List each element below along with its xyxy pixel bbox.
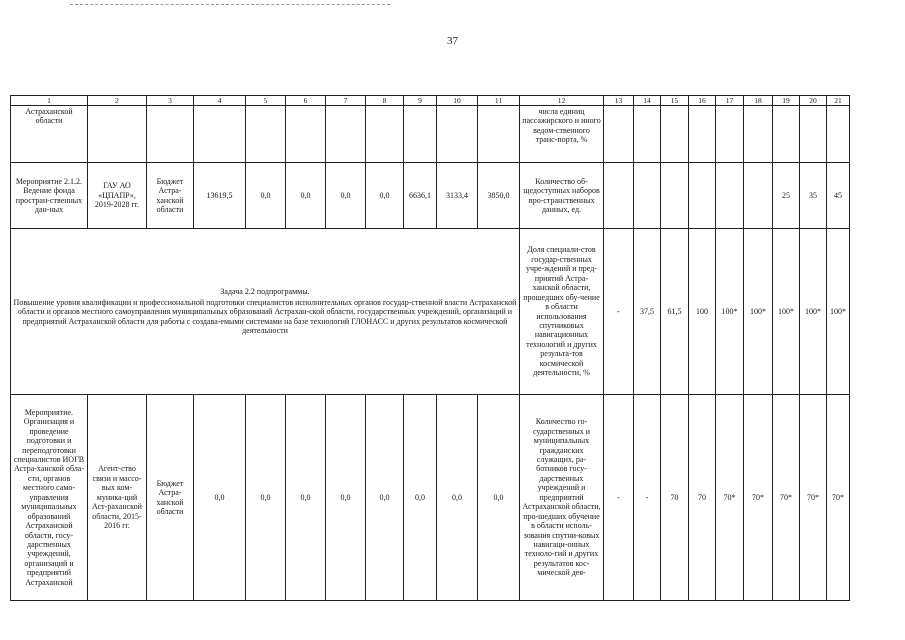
value-cell: 70* xyxy=(744,395,773,601)
value-cell: - xyxy=(604,395,634,601)
value-cell: 70* xyxy=(800,395,827,601)
program-table xyxy=(10,95,850,601)
value-cell: 100* xyxy=(827,229,850,395)
value-cell xyxy=(716,163,744,229)
task-title: Задача 2.2 подпрограммы. xyxy=(220,287,310,297)
value-cell: 6636,1 xyxy=(404,163,437,229)
empty-cell xyxy=(689,106,716,163)
measure-training-row xyxy=(11,395,850,601)
header-cell: 6 xyxy=(286,96,326,106)
value-cell: 0,0 xyxy=(366,395,404,601)
page-number: 37 xyxy=(447,35,458,47)
value-cell xyxy=(604,163,634,229)
value-cell: 37,5 xyxy=(634,229,661,395)
task-description-cell xyxy=(11,229,520,395)
executor-cell: Агент-ство связи и массо-вых ком-муника-ций Аст-раханской области, 2015-2016 гг. xyxy=(88,395,147,601)
empty-cell xyxy=(286,106,326,163)
continuation-row xyxy=(11,106,850,163)
empty-cell xyxy=(194,106,246,163)
value-cell: 70* xyxy=(716,395,744,601)
empty-cell xyxy=(744,106,773,163)
value-cell: 100* xyxy=(744,229,773,395)
indicator-cell: Количество го-сударственных и муниципальных гражданских служащих, ра-ботников госу-дарственных учреждений и предприятий Астраханской области, про-шедших обучение в области исполь-зования спутни-ковых навигаци-онных техноло-гий и других результатов кос-мической дея- xyxy=(520,395,604,601)
header-cell: 7 xyxy=(326,96,366,106)
header-cell: 10 xyxy=(437,96,478,106)
value-cell: 13619,5 xyxy=(194,163,246,229)
task-2-2-row xyxy=(11,229,850,395)
value-cell: 0,0 xyxy=(404,395,437,601)
value-cell: 0,0 xyxy=(478,395,520,601)
empty-cell xyxy=(716,106,744,163)
empty-cell xyxy=(827,106,850,163)
value-cell: 45 xyxy=(827,163,850,229)
header-cell: 18 xyxy=(744,96,773,106)
header-cell: 5 xyxy=(246,96,286,106)
value-cell: 70* xyxy=(827,395,850,601)
empty-cell xyxy=(634,106,661,163)
indicator-cell: Доля специали-стов государ-ственных учре-ждений и пред-приятий Астра-ханской области, прошедших обу-чение в области использования спутниковых навигационных технологий и других результа-тов космической деятельности, % xyxy=(520,229,604,395)
empty-cell xyxy=(437,106,478,163)
task-text: Повышение уровня квалификации и профессиональной подготовки специалистов исполнительных органов государ-ственной власти Астраханской области и органов местного самоуправления муниципальных образований Астрахан-ской области, государственных учреждений, организаций и предприятий Астраханской области для работы с создава-емыми системами на базе технологий ГЛОНАСС и других результатов космической деятельности xyxy=(13,297,517,336)
funding-source-cell: Бюджет Астра-ханской области xyxy=(147,163,194,229)
value-cell: 61,5 xyxy=(661,229,689,395)
measure-name-cell: Мероприятие 2.1.2. Ведение фонда простран-ственных дан-ных xyxy=(11,163,88,229)
column-number-row xyxy=(11,96,850,106)
value-cell: 0,0 xyxy=(246,163,286,229)
empty-cell xyxy=(147,106,194,163)
value-cell: 70 xyxy=(661,395,689,601)
empty-cell xyxy=(661,106,689,163)
value-cell: 100* xyxy=(800,229,827,395)
scan-dash-line xyxy=(70,4,390,5)
empty-cell xyxy=(366,106,404,163)
value-cell: 25 xyxy=(773,163,800,229)
header-cell: 14 xyxy=(634,96,661,106)
value-cell: 0,0 xyxy=(246,395,286,601)
empty-cell xyxy=(326,106,366,163)
value-cell: 0,0 xyxy=(286,395,326,601)
value-cell xyxy=(689,163,716,229)
header-cell: 19 xyxy=(773,96,800,106)
header-cell: 21 xyxy=(827,96,850,106)
value-cell: 0,0 xyxy=(194,395,246,601)
header-cell: 8 xyxy=(366,96,404,106)
value-cell: 3850,0 xyxy=(478,163,520,229)
empty-cell xyxy=(88,106,147,163)
empty-cell xyxy=(604,106,634,163)
header-cell: 15 xyxy=(661,96,689,106)
value-cell xyxy=(744,163,773,229)
value-cell: 100* xyxy=(773,229,800,395)
indicator-cell: числа единиц пассажирского и иного ведом-ственного транс-порта, % xyxy=(520,106,604,163)
value-cell: 100* xyxy=(716,229,744,395)
value-cell xyxy=(661,163,689,229)
value-cell: - xyxy=(604,229,634,395)
value-cell: 0,0 xyxy=(286,163,326,229)
value-cell: 0,0 xyxy=(326,163,366,229)
value-cell: 70* xyxy=(773,395,800,601)
measure-name-cell: Астраханской области xyxy=(11,106,88,163)
empty-cell xyxy=(478,106,520,163)
header-cell: 4 xyxy=(194,96,246,106)
value-cell: 0,0 xyxy=(366,163,404,229)
value-cell xyxy=(634,163,661,229)
value-cell: 70 xyxy=(689,395,716,601)
empty-cell xyxy=(404,106,437,163)
value-cell: 35 xyxy=(800,163,827,229)
header-cell: 12 xyxy=(520,96,604,106)
header-cell: 1 xyxy=(11,96,88,106)
value-cell: - xyxy=(634,395,661,601)
header-cell: 9 xyxy=(404,96,437,106)
executor-cell: ГАУ АО «ЦПАПР», 2019-2028 гг. xyxy=(88,163,147,229)
measure-name-cell: Мероприятие. Организация и проведение подготовки и переподготовки специалистов ИОГВ Астра-ханской обла-сти, органов местного само-управления муниципальных образований Астраханской области, госу-дарственных учреждений, организаций и предприятий Астраханской xyxy=(11,395,88,601)
indicator-cell: Количество об-щедоступных наборов про-странственных данных, ед. xyxy=(520,163,604,229)
header-cell: 16 xyxy=(689,96,716,106)
header-cell: 17 xyxy=(716,96,744,106)
header-cell: 3 xyxy=(147,96,194,106)
empty-cell xyxy=(800,106,827,163)
value-cell: 0,0 xyxy=(326,395,366,601)
header-cell: 2 xyxy=(88,96,147,106)
value-cell: 0,0 xyxy=(437,395,478,601)
empty-cell xyxy=(246,106,286,163)
header-cell: 20 xyxy=(800,96,827,106)
empty-cell xyxy=(773,106,800,163)
value-cell: 3133,4 xyxy=(437,163,478,229)
header-cell: 13 xyxy=(604,96,634,106)
funding-source-cell: Бюджет Астра-ханской области xyxy=(147,395,194,601)
header-cell: 11 xyxy=(478,96,520,106)
measure-2-1-2-row xyxy=(11,163,850,229)
value-cell: 100 xyxy=(689,229,716,395)
